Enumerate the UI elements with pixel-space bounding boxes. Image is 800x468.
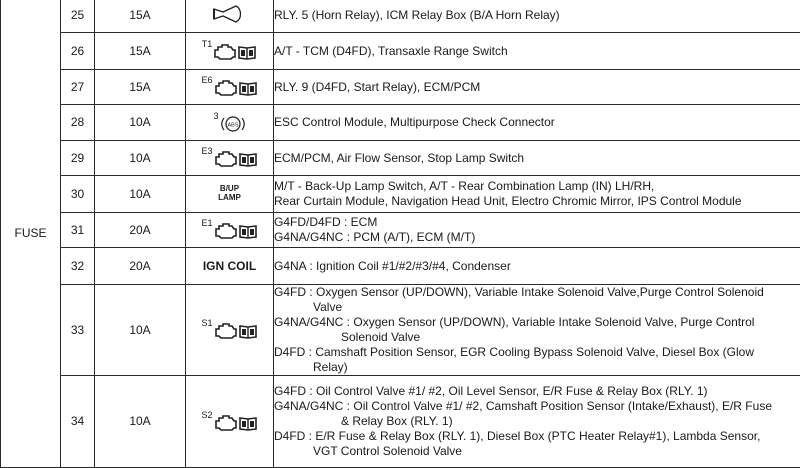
description-line: G4NA/G4NC : Oxygen Sensor (UP/DOWN), Variable Intake Solenoid Valve, Purge Control	[274, 315, 800, 330]
fuse-rating: 10A	[95, 105, 186, 141]
engine-manual-icon	[213, 42, 257, 66]
fuse-symbol	[186, 176, 274, 213]
engine-manual-icon	[214, 149, 258, 173]
description-line: G4NA : Ignition Coil #1/#2/#3/#4, Condenser	[274, 259, 800, 274]
fuse-table-body	[1, 0, 800, 468]
fuse-symbol	[186, 70, 274, 105]
description-line: ESC Control Module, Multipurpose Check Connector	[274, 115, 800, 130]
description-line: D4FD : Camshaft Position Sensor, EGR Cooling Bypass Solenoid Valve, Diesel Box (Glow	[274, 345, 800, 360]
fuse-rating: 10A	[95, 285, 186, 376]
symbol-group	[213, 114, 245, 138]
fuse-circuit-description	[274, 33, 800, 70]
symbol-group	[201, 221, 257, 245]
fuse-rating: 15A	[95, 70, 186, 105]
fuse-row	[1, 70, 800, 105]
fuse-rating: 15A	[95, 0, 186, 33]
description-line: A/T - TCM (D4FD), Transaxle Range Switch	[274, 44, 800, 59]
symbol-text-line1: B/UP	[218, 184, 241, 193]
fuse-row	[1, 213, 800, 248]
description-line: G4NA/G4NC : PCM (A/T), ECM (M/T)	[274, 230, 800, 245]
fuse-circuit-description	[274, 0, 800, 33]
fuse-category-label: FUSE	[1, 0, 61, 468]
symbol-label: 3	[213, 112, 218, 121]
fuse-symbol	[186, 33, 274, 70]
fuse-row	[1, 33, 800, 70]
symbol-group	[202, 42, 258, 66]
fuse-circuit-description	[274, 141, 800, 176]
description-line: M/T - Back-Up Lamp Switch, A/T - Rear Combination Lamp (IN) LH/RH,	[274, 179, 800, 194]
fuse-symbol	[186, 376, 274, 468]
fuse-symbol	[186, 285, 274, 376]
description-line: G4FD : Oil Control Valve #1/ #2, Oil Level Sensor, E/R Fuse & Relay Box (RLY. 1)	[274, 384, 800, 399]
engine-manual-icon	[214, 78, 258, 102]
symbol-group	[201, 78, 257, 102]
description-line: ECM/PCM, Air Flow Sensor, Stop Lamp Switch	[274, 151, 800, 166]
fuse-rating: 10A	[95, 176, 186, 213]
fuse-circuit-description	[274, 70, 800, 105]
symbol-label: E3	[201, 147, 212, 156]
description-line: VGT Control Solenoid Valve	[274, 444, 800, 459]
description-line: RLY. 9 (D4FD, Start Relay), ECM/PCM	[274, 80, 800, 95]
fuse-rating: 15A	[95, 33, 186, 70]
fuse-row	[1, 376, 800, 468]
fuse-symbol	[186, 0, 274, 33]
description-line: Relay)	[274, 360, 800, 375]
engine-manual-icon	[214, 413, 258, 437]
symbol-text: IGN COIL	[203, 259, 256, 273]
fuse-number: 26	[61, 33, 95, 70]
symbol-text-line2: LAMP	[218, 193, 241, 202]
fuse-number: 34	[61, 376, 95, 468]
fuse-rating: 10A	[95, 376, 186, 468]
description-line: Valve	[274, 300, 800, 315]
fuse-circuit-description	[274, 105, 800, 141]
fuse-row	[1, 141, 800, 176]
description-line: D4FD : E/R Fuse & Relay Box (RLY. 1), Diesel Box (PTC Heater Relay#1), Lambda Sensor,	[274, 429, 800, 444]
symbol-group	[201, 321, 257, 345]
fuse-symbol	[186, 213, 274, 248]
fuse-number: 29	[61, 141, 95, 176]
fuse-circuit-description	[274, 376, 800, 468]
fuse-symbol	[186, 141, 274, 176]
symbol-group	[201, 149, 257, 173]
symbol-label: T1	[202, 40, 213, 49]
fuse-circuit-description	[274, 248, 800, 285]
fuse-row	[1, 176, 800, 213]
engine-manual-icon	[214, 321, 258, 345]
symbol-label: E1	[201, 219, 212, 228]
fuse-symbol	[186, 248, 274, 285]
description-line: RLY. 5 (Horn Relay), ICM Relay Box (B/A Horn Relay)	[274, 8, 800, 23]
fuse-number: 27	[61, 70, 95, 105]
symbol-label: S1	[201, 319, 212, 328]
fuse-row	[1, 105, 800, 141]
fuse-circuit-description	[274, 213, 800, 248]
fuse-circuit-description	[274, 285, 800, 376]
description-line: Rear Curtain Module, Navigation Head Unit, Electro Chromic Mirror, IPS Control Module	[274, 194, 800, 209]
fuse-row	[1, 0, 800, 33]
symbol-text	[218, 184, 241, 202]
svg-text:ABS: ABS	[227, 122, 238, 128]
fuse-rating: 10A	[95, 141, 186, 176]
fuse-number: 32	[61, 248, 95, 285]
symbol-label: S2	[201, 411, 212, 420]
fuse-symbol	[186, 105, 274, 141]
fuse-row	[1, 248, 800, 285]
fuse-number: 30	[61, 176, 95, 213]
description-line: & Relay Box (RLY. 1)	[274, 414, 800, 429]
fuse-number: 28	[61, 105, 95, 141]
description-line: G4NA/G4NC : Oil Control Valve #1/ #2, Camshaft Position Sensor (Intake/Exhaust), E/R Fuse	[274, 399, 800, 414]
fuse-number: 31	[61, 213, 95, 248]
symbol-group	[211, 3, 249, 29]
fuse-circuit-description	[274, 176, 800, 213]
fuse-number: 33	[61, 285, 95, 376]
description-line: G4FD : Oxygen Sensor (UP/DOWN), Variable Intake Solenoid Valve,Purge Control Solenoid	[274, 285, 800, 300]
engine-manual-icon	[214, 221, 258, 245]
symbol-label: E6	[201, 76, 212, 85]
description-line: G4FD/D4FD : ECM	[274, 215, 800, 230]
horn-icon	[211, 3, 249, 29]
fuse-rating: 20A	[95, 213, 186, 248]
fuse-number: 25	[61, 0, 95, 33]
symbol-group	[201, 413, 257, 437]
abs-icon	[220, 114, 246, 138]
fuse-rating: 20A	[95, 248, 186, 285]
fuse-row	[1, 285, 800, 376]
description-line: Solenoid Valve	[274, 330, 800, 345]
